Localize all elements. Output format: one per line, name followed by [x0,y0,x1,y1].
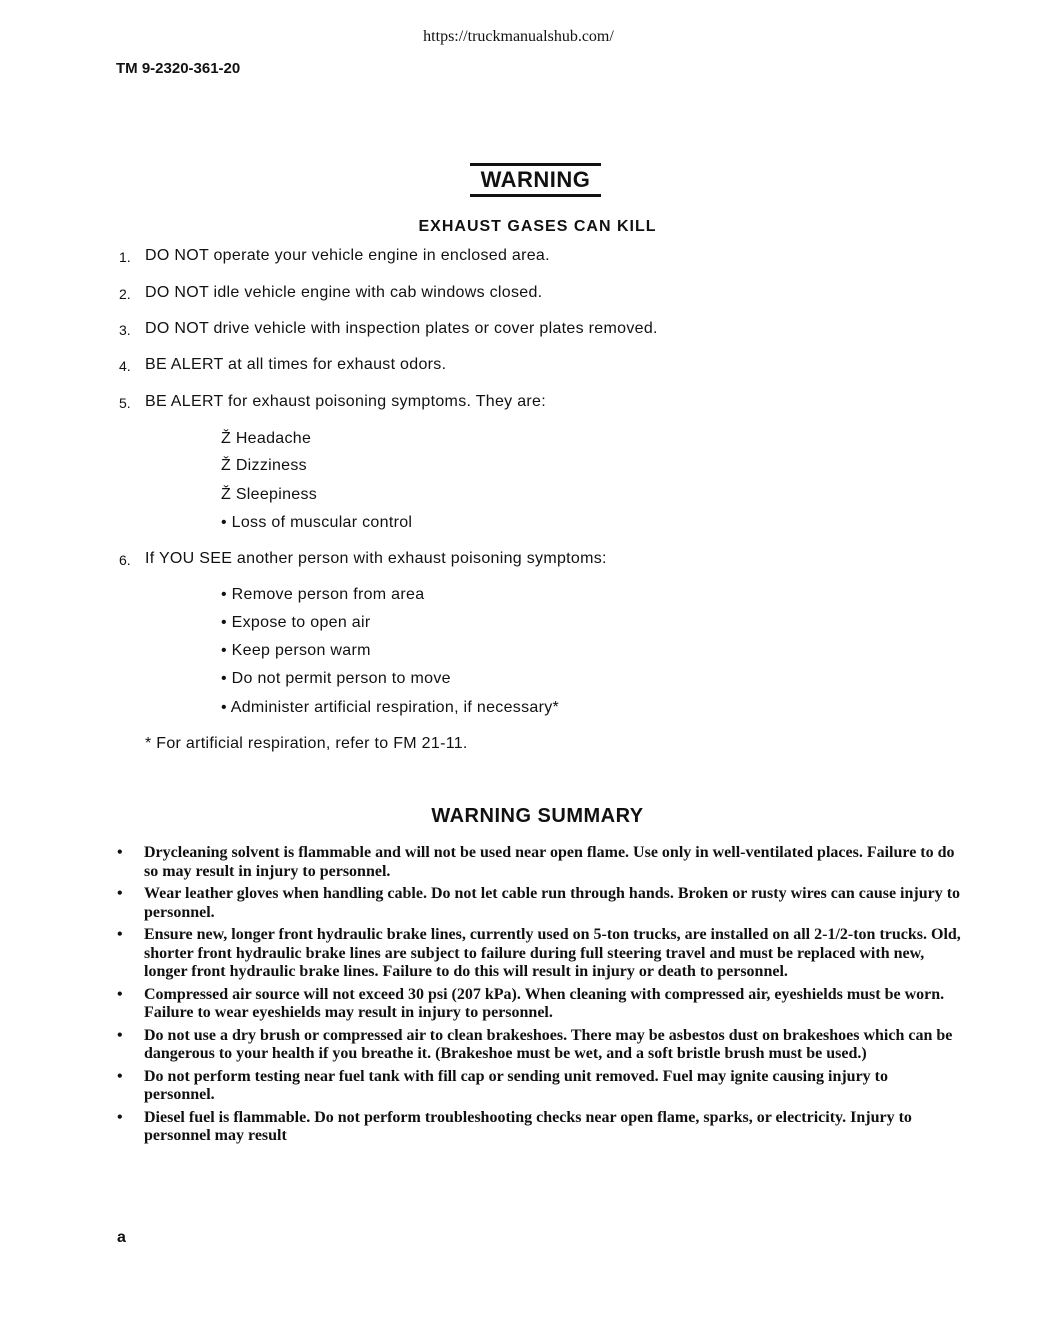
footnote: * For artificial respiration, refer to FM 21-11. [145,735,468,752]
summary-text: Wear leather gloves when handling cable. Do not let cable run through hands. Broken or rusty wires can cause injury to personnel. [144,885,961,921]
summary-title: WARNING SUMMARY [431,805,644,827]
summary-text: Do not use a dry brush or compressed air to clean brakeshoes. There may be asbestos dust on brakeshoes which can be dangerous to your health if you breathe it. (Brakeshoe must be wet, and a soft bristle brush must be used.) [144,1026,953,1062]
summary-text: Compressed air source will not exceed 30 psi (207 kPa). When cleaning with compressed air, eyeshields must be worn. Failure to wear eyeshields may result in injury to personnel. [144,985,945,1021]
bullet: • [117,1108,123,1126]
action-item: • Expose to open air [221,614,371,631]
warning-item: BE ALERT for exhaust poisoning symptoms. They are: [145,393,546,410]
warning-subtitle: EXHAUST GASES CAN KILL [418,218,657,235]
warning-item: DO NOT drive vehicle with inspection plates or cover plates removed. [145,320,658,337]
source-url: https://truckmanualshub.com/ [423,28,614,45]
summary-item [117,885,962,922]
bullet: • [117,885,123,902]
symptom-item: • Loss of muscular control [221,514,413,531]
warning-title: WARNING [480,167,591,192]
warning-item: BE ALERT at all times for exhaust odors. [145,356,447,373]
warning-heading-box [470,163,601,197]
warning-item: DO NOT idle vehicle engine with cab windows closed. [145,284,543,301]
page-number: a [117,1229,126,1246]
item-number: 6. [119,552,131,568]
symptom-item: Ž Headache [221,430,312,447]
summary-text: Diesel fuel is flammable. Do not perform troubleshooting checks near open flame, sparks, or electricity. Injury to personnel may result [144,1108,912,1144]
summary-item [117,986,962,1023]
summary-list [117,844,962,1150]
bullet: • [117,985,123,1003]
bullet: • [117,1026,123,1044]
warning-item: DO NOT operate your vehicle engine in enclosed area. [145,247,550,264]
summary-item [117,844,962,881]
symptom-item: Ž Dizziness [221,457,307,474]
bullet: • [117,1067,123,1085]
bullet: • [117,926,123,943]
item-number: 5. [119,395,131,411]
item-number: 1. [119,249,131,265]
symptom-item: Ž Sleepiness [221,486,318,503]
action-item: • Do not permit person to move [221,670,451,687]
summary-item [117,1068,962,1105]
summary-item [117,1027,962,1064]
action-item: • Administer artificial respiration, if necessary* [221,699,560,716]
document-id: TM 9-2320-361-20 [116,60,241,77]
action-item: • Keep person warm [221,642,371,659]
item-number: 3. [119,322,131,338]
bullet: • [117,844,123,861]
summary-text: Do not perform testing near fuel tank with fill cap or sending unit removed. Fuel may ignite causing injury to personnel. [144,1067,888,1103]
item-number: 2. [119,286,131,302]
summary-text: Ensure new, longer front hydraulic brake lines, currently used on 5-ton trucks, are installed on all 2-1/2-ton trucks. Old, shorter front hydraulic brake lines are subject to failure during full steering travel and must be replaced with new, longer front hydraulic brake lines. Failure to do this will result in injury or death to personnel. [144,926,961,980]
summary-item [117,1109,962,1146]
summary-text: Drycleaning solvent is flammable and will not be used near open flame. Use only in well-ventilated places. Failure to do so may result in injury to personnel. [144,844,955,880]
warning-item: If YOU SEE another person with exhaust poisoning symptoms: [145,550,607,567]
item-number: 4. [119,358,131,374]
summary-item [117,926,962,982]
action-item: • Remove person from area [221,586,425,603]
